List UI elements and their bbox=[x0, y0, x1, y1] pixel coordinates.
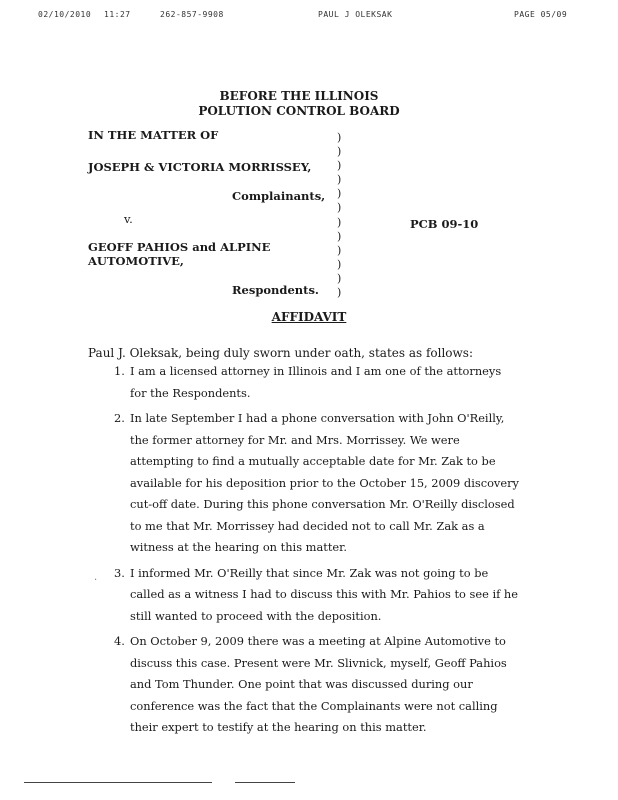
scan-speck: . bbox=[94, 572, 98, 583]
fax-date: 02/10/2010 bbox=[38, 10, 92, 19]
fax-page: PAGE 05/09 bbox=[514, 10, 568, 19]
document-title-line1: BEFORE THE ILLINOIS bbox=[219, 89, 379, 103]
statement-item bbox=[114, 631, 520, 739]
caption-respondents-label: Respondents. bbox=[232, 283, 319, 297]
bottom-rule-left bbox=[24, 782, 212, 783]
caption-parentheses: ) ) ) ) ) ) ) ) ) ) ) ) bbox=[337, 131, 342, 300]
caption-respondents-line2: AUTOMOTIVE, bbox=[88, 254, 184, 268]
statement-text: On October 9, 2009 there was a meeting at Alpine Automotive to discuss this case. Present were Mr. Slivnick, myself, Geoff Pahios and Tom Thunder. One point that was discussed during our conference was the fact that the Complainants were not calling their expert to testify at the hearing on this matter. bbox=[130, 634, 507, 734]
statement-item bbox=[114, 408, 520, 559]
affidavit-heading: AFFIDAVIT bbox=[271, 310, 347, 324]
statement-item bbox=[114, 361, 520, 404]
statement-text: In late September I had a phone conversation with John O'Reilly, the former attorney for Mr. and Mrs. Morrissey. We were attempting to find a mutually acceptable date for Mr. Zak to be available for his deposition prior to the October 15, 2009 discovery cut-off date. During this phone conversation Mr. O'Reilly disclosed to me that Mr. Morrissey had decided not to call Mr. Zak as a witness at the hearing on this matter. bbox=[130, 411, 519, 554]
caption-versus: v. bbox=[124, 212, 133, 226]
statement-number: 1. bbox=[114, 364, 125, 378]
caption-respondents-line1: GEOFF PAHIOS and ALPINE bbox=[88, 240, 271, 254]
statement-text: I am a licensed attorney in Illinois and I am one of the attorneys for the Respondents. bbox=[130, 364, 502, 400]
document-title-line2: POLUTION CONTROL BOARD bbox=[198, 104, 400, 118]
statement-number: 3. bbox=[114, 565, 125, 580]
caption-matter: IN THE MATTER OF bbox=[88, 128, 219, 142]
fax-time: 11:27 bbox=[104, 10, 131, 19]
affidavit-intro: Paul J. Oleksak, being duly sworn under oath, states as follows: bbox=[88, 346, 474, 360]
fax-sender: PAUL J OLEKSAK bbox=[318, 10, 393, 19]
statement-number: 4. bbox=[114, 634, 125, 648]
case-number: PCB 09-10 bbox=[410, 217, 479, 231]
statement-text: I informed Mr. O'Reilly that since Mr. Zak was not going to be called as a witness I had to discuss this with Mr. Pahios to see if he still wanted to proceed with the deposition. bbox=[130, 565, 519, 623]
statement-item bbox=[114, 563, 520, 628]
caption-complainants-label: Complainants, bbox=[232, 189, 326, 203]
statement-number: 2. bbox=[114, 411, 125, 425]
caption-complainants-names: JOSEPH & VICTORIA MORRISSEY, bbox=[88, 160, 312, 174]
statement-list bbox=[114, 361, 520, 739]
fax-phone: 262-857-9908 bbox=[160, 10, 224, 19]
bottom-rule-right bbox=[235, 782, 295, 783]
